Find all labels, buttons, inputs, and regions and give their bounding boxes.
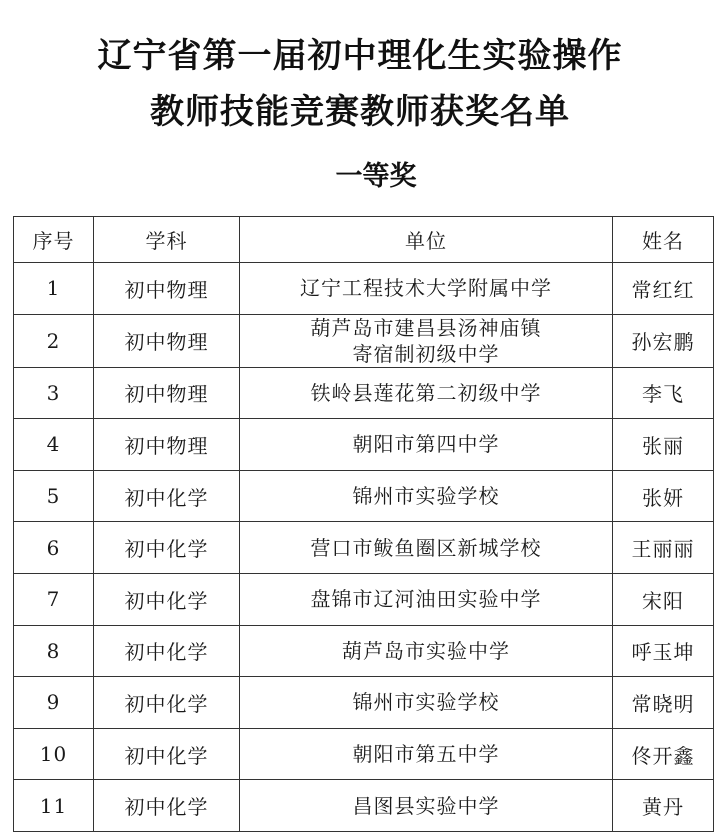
cell-unit-line: 盘锦市辽河油田实验中学 [310, 587, 542, 612]
cell-unit-line: 辽宁工程技术大学附属中学 [300, 276, 552, 301]
table-row [14, 419, 714, 471]
cell-subject: 初中物理 [94, 314, 240, 367]
cell-unit-line: 葫芦岛市建昌县汤神庙镇 [310, 315, 542, 340]
cell-unit [240, 625, 613, 677]
cell-unit [240, 470, 613, 522]
cell-index: 7 [14, 573, 94, 625]
header-unit: 单位 [240, 217, 613, 263]
header-index: 序号 [14, 217, 94, 263]
cell-unit [240, 419, 613, 471]
cell-unit-line: 铁岭县莲花第二初级中学 [310, 380, 542, 405]
cell-name: 宋阳 [613, 573, 714, 625]
cell-name: 李飞 [613, 367, 714, 419]
header-subject: 学科 [94, 217, 240, 263]
cell-unit [240, 367, 613, 419]
cell-name: 佟开鑫 [613, 728, 714, 780]
cell-index: 1 [14, 263, 94, 315]
cell-name: 张妍 [613, 470, 714, 522]
cell-unit [240, 314, 613, 367]
cell-unit-line: 朝阳市第四中学 [352, 432, 500, 457]
cell-unit-line: 葫芦岛市实验中学 [342, 638, 510, 663]
cell-index: 11 [14, 780, 94, 832]
cell-subject: 初中物理 [94, 367, 240, 419]
table-header-row [14, 217, 714, 263]
cell-index: 5 [14, 470, 94, 522]
cell-name: 孙宏鹏 [613, 314, 714, 367]
cell-subject: 初中化学 [94, 470, 240, 522]
cell-unit-line: 锦州市实验学校 [352, 690, 500, 715]
cell-unit-line: 朝阳市第五中学 [352, 742, 500, 767]
cell-unit-line: 营口市鲅鱼圈区新城学校 [310, 535, 542, 560]
cell-unit-line: 锦州市实验学校 [352, 484, 500, 509]
table-row [14, 314, 714, 367]
table-row [14, 573, 714, 625]
table-row [14, 677, 714, 729]
cell-unit [240, 780, 613, 832]
cell-index: 4 [14, 419, 94, 471]
cell-unit [240, 573, 613, 625]
cell-unit [240, 522, 613, 574]
cell-subject: 初中化学 [94, 573, 240, 625]
cell-index: 10 [14, 728, 94, 780]
table-row [14, 470, 714, 522]
table-row [14, 625, 714, 677]
cell-name: 呼玉坤 [613, 625, 714, 677]
cell-index: 8 [14, 625, 94, 677]
cell-index: 6 [14, 522, 94, 574]
document-title-line-2: 教师技能竞赛教师获奖名单 [150, 92, 570, 132]
cell-index: 2 [14, 314, 94, 367]
cell-index: 9 [14, 677, 94, 729]
cell-name: 王丽丽 [613, 522, 714, 574]
cell-subject: 初中化学 [94, 625, 240, 677]
table-row [14, 263, 714, 315]
cell-subject: 初中化学 [94, 677, 240, 729]
cell-subject: 初中化学 [94, 522, 240, 574]
cell-unit [240, 677, 613, 729]
cell-subject: 初中物理 [94, 419, 240, 471]
cell-subject: 初中化学 [94, 728, 240, 780]
table-body [14, 263, 714, 832]
cell-subject: 初中物理 [94, 263, 240, 315]
table-row [14, 780, 714, 832]
cell-index: 3 [14, 367, 94, 419]
cell-name: 常红红 [613, 263, 714, 315]
document-title-line-1: 辽宁省第一届初中理化生实验操作 [97, 36, 623, 76]
award-level-heading: 一等奖 [335, 161, 417, 192]
cell-subject: 初中化学 [94, 780, 240, 832]
header-name: 姓名 [613, 217, 714, 263]
table-row [14, 522, 714, 574]
cell-unit [240, 728, 613, 780]
cell-name: 常晓明 [613, 677, 714, 729]
cell-name: 张丽 [613, 419, 714, 471]
cell-unit-line: 昌图县实验中学 [352, 793, 500, 818]
table-row [14, 728, 714, 780]
cell-name: 黄丹 [613, 780, 714, 832]
table-row [14, 367, 714, 419]
cell-unit-line: 寄宿制初级中学 [352, 341, 500, 366]
award-table [13, 216, 714, 832]
cell-unit [240, 263, 613, 315]
